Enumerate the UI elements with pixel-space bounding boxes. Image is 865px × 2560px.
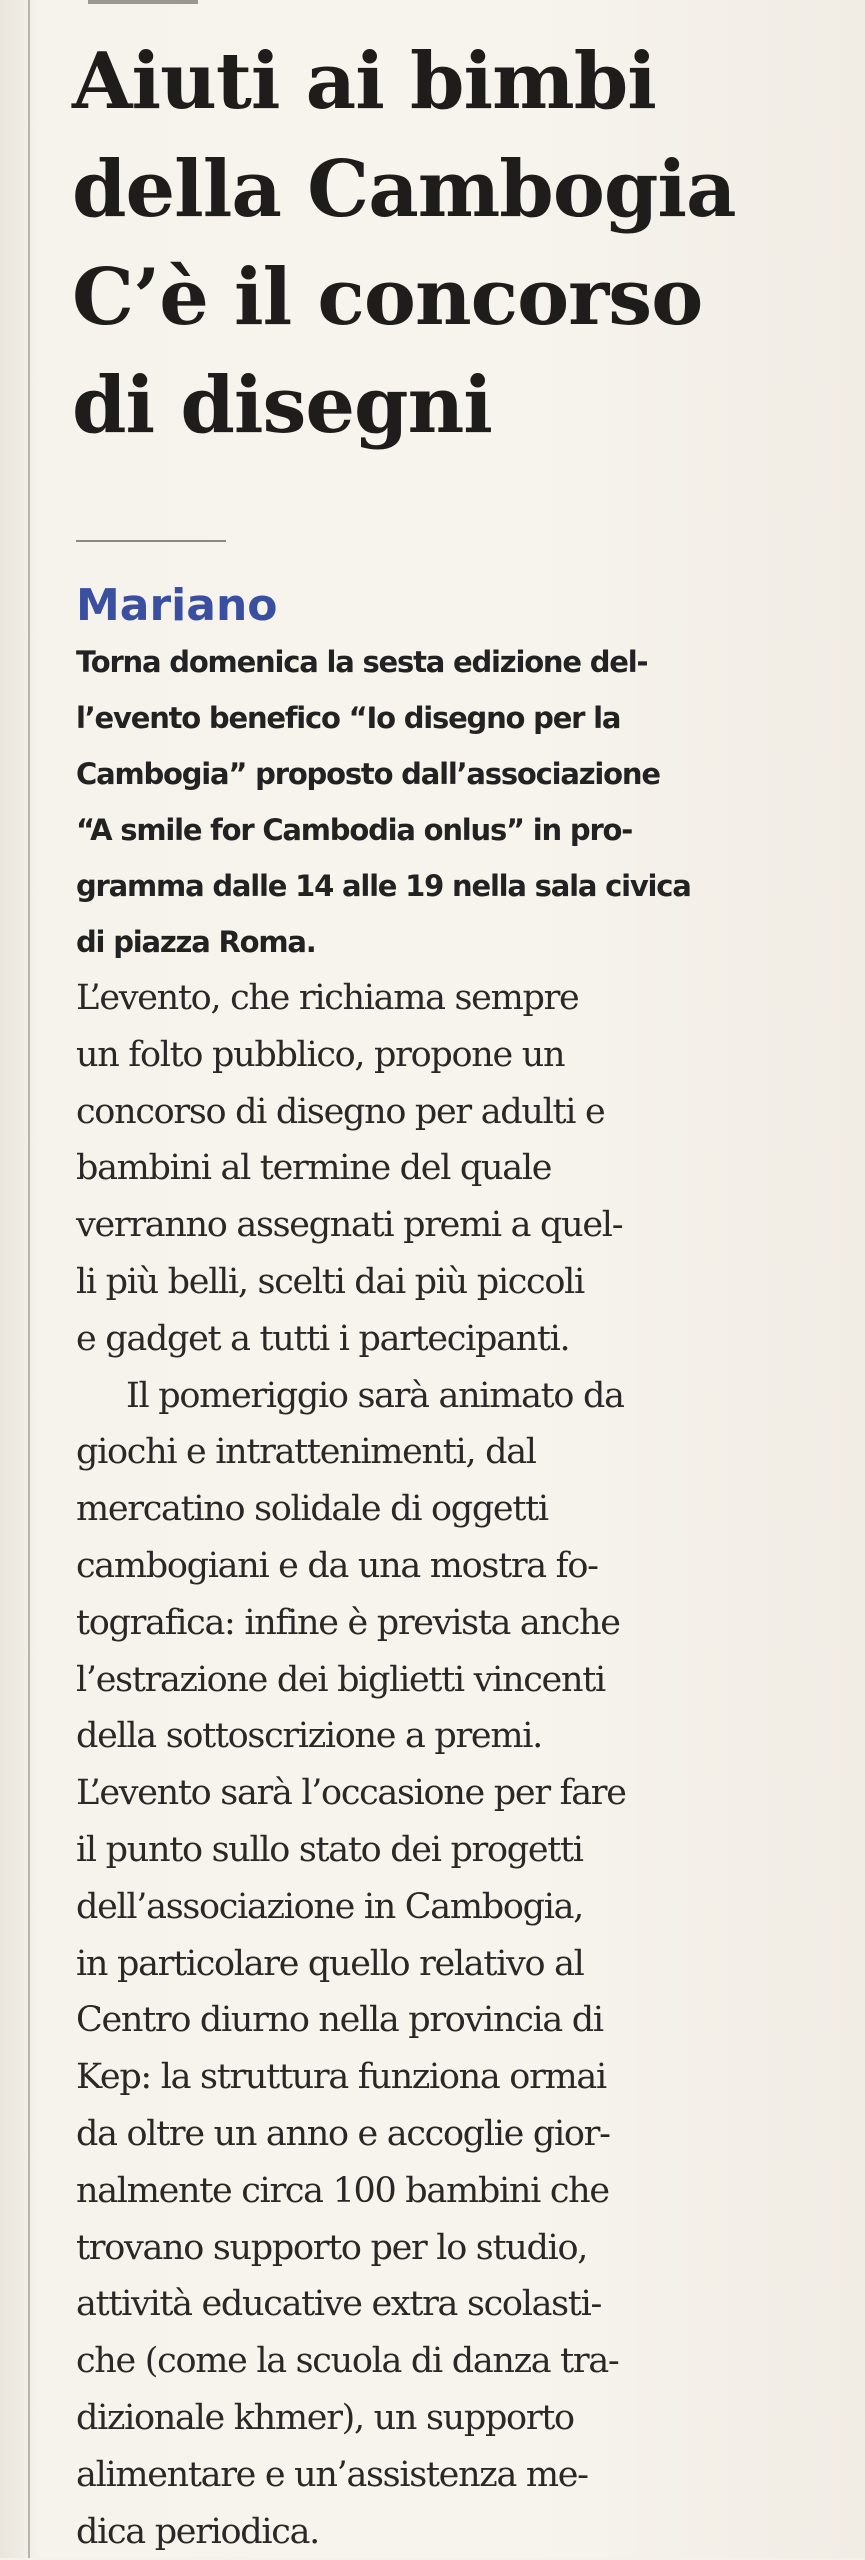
body-line: il punto sullo stato dei progetti: [76, 1829, 583, 1870]
body-line: dell’associazione in Cambogia,: [76, 1886, 584, 1927]
body-line: L’evento sarà l’occasione per fare: [76, 1773, 626, 1814]
body-line: da oltre un anno e accoglie gior-: [76, 2113, 610, 2154]
body-line: Il pomeriggio sarà animato da: [126, 1375, 624, 1416]
headline-line: di disegni: [72, 360, 492, 451]
column-rule: [28, 0, 30, 2558]
body-line: che (come la scuola di danza tra-: [76, 2341, 619, 2382]
headline-line: C’è il concorso: [72, 252, 703, 343]
body-line: nalmente circa 100 bambini che: [76, 2170, 609, 2211]
separator-rule: [76, 540, 226, 542]
lead-line: l’evento benefico “Io disegno per la: [76, 701, 621, 735]
lead-line: di piazza Roma.: [76, 925, 316, 959]
body-line: bambini al termine del quale: [76, 1148, 552, 1189]
headline-line: Aiuti ai bimbi: [72, 36, 656, 127]
body-line: trovano supporto per lo studio,: [76, 2227, 588, 2268]
body-line: verranno assegnati premi a quel-: [76, 1205, 623, 1246]
top-rule: [88, 0, 198, 4]
body-line: Kep: la struttura funziona ormai: [76, 2057, 606, 2098]
body-text: [76, 970, 736, 2560]
body-line: dica periodica.: [76, 2511, 320, 2552]
body-line: della sottoscrizione a premi.: [76, 1716, 542, 1757]
body-line: alimentare e un’assistenza me-: [76, 2454, 588, 2495]
body-line: l’estrazione dei biglietti vincenti: [76, 1659, 605, 1700]
body-line: concorso di disegno per adulti e: [76, 1091, 605, 1132]
body-line: L’evento, che richiama sempre: [76, 978, 579, 1018]
body-line: un folto pubblico, propone un: [76, 1034, 565, 1075]
body-line: tografica: infine è prevista anche: [76, 1602, 620, 1643]
body-line: Centro diurno nella provincia di: [76, 2000, 603, 2041]
lead-line: gramma dalle 14 alle 19 nella sala civica: [76, 869, 691, 903]
body-line: in particolare quello relativo al: [76, 1943, 584, 1984]
headline: [72, 28, 812, 460]
body-line: cambogiani e da una mostra fo-: [76, 1545, 598, 1586]
headline-line: della Cambogia: [72, 144, 736, 235]
lead-line: Cambogia” proposto dall’associazione: [76, 757, 660, 791]
body-line: dizionale khmer), un supporto: [76, 2397, 574, 2438]
body-line: li più belli, scelti dai più piccoli: [76, 1261, 584, 1302]
lead-paragraph: [76, 634, 736, 970]
lead-line: Torna domenica la sesta edizione del-: [76, 645, 648, 679]
body-line: mercatino solidale di oggetti: [76, 1489, 548, 1530]
lead-line: “A smile for Cambodia onlus” in pro-: [76, 813, 633, 847]
body-line: giochi e intrattenimenti, dal: [76, 1432, 536, 1473]
location-kicker: Mariano: [76, 580, 278, 631]
body-line: attività educative extra scolasti-: [76, 2284, 601, 2325]
body-line: e gadget a tutti i partecipanti.: [76, 1318, 570, 1359]
